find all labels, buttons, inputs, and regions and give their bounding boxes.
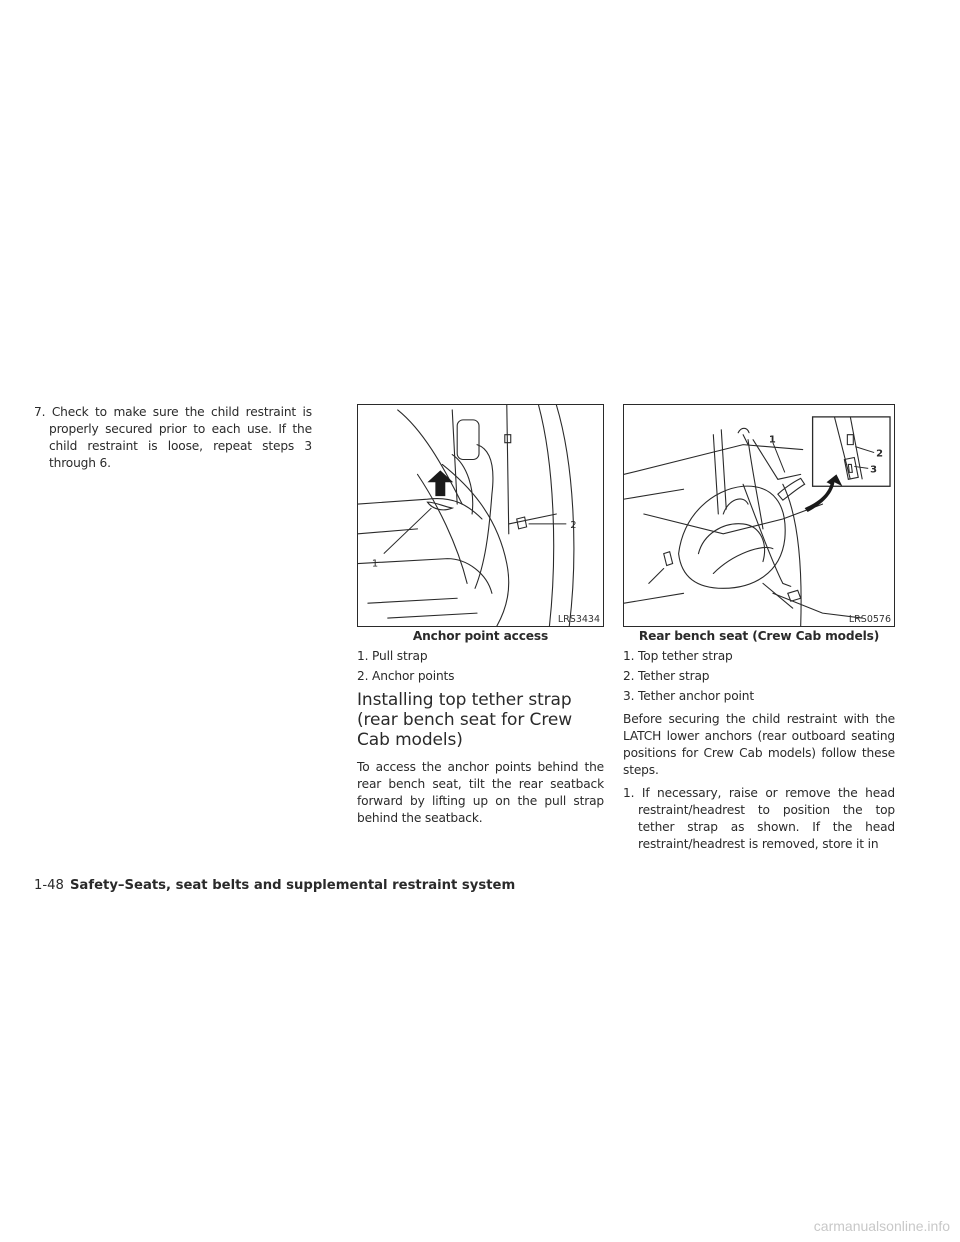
callout-1: 1 xyxy=(768,434,776,446)
section-title: Safety–Seats, seat belts and supplemental restraint system xyxy=(69,878,516,893)
anchor-point-drawing xyxy=(358,405,603,626)
callout-3: 3 xyxy=(870,464,877,476)
legend-item: 1. Top tether strap xyxy=(623,649,733,663)
step-1: 1. If necessary, raise or remove the head restraint/headrest to position the top tether strap as shown. If the head restraint/headrest is removed, store it in xyxy=(623,786,895,851)
step-7-text: Check to make sure the child restraint is properly secured prior to each use. If the child restraint is loose, repeat steps 3 through 6. xyxy=(49,405,312,470)
legend-item: 1. Pull strap xyxy=(357,649,428,663)
figure-caption: Anchor point access xyxy=(412,629,549,643)
figure-legend xyxy=(623,648,895,705)
figure-caption: Rear bench seat (Crew Cab models) xyxy=(638,629,880,643)
section-paragraph: To access the anchor points behind the rear bench seat, tilt the rear seatback forward by lifting up on the pull strap behind the seatback. xyxy=(357,760,604,825)
page-number: 1-48 xyxy=(34,878,64,893)
figure-legend xyxy=(357,648,604,685)
callout-2: 2 xyxy=(570,519,577,531)
legend-item: 2. Tether strap xyxy=(623,669,710,683)
intro-paragraph: Before securing the child restraint with the LATCH lower anchors (rear outboard seating positions for Crew Cab models) follow these steps. xyxy=(623,712,895,777)
step-7-number: 7. xyxy=(34,405,46,419)
step-7 xyxy=(34,404,312,472)
left-column xyxy=(34,404,312,472)
right-column xyxy=(623,404,895,853)
anchor-point-illustration xyxy=(357,404,604,627)
rear-bench-illustration xyxy=(623,404,895,627)
watermark: carmanualsonline.info xyxy=(813,1218,950,1234)
middle-column xyxy=(357,404,604,827)
legend-item: 3. Tether anchor point xyxy=(623,689,754,703)
legend-item: 2. Anchor points xyxy=(357,669,455,683)
rear-bench-drawing xyxy=(624,405,894,626)
callout-1: 1 xyxy=(371,558,379,570)
section-heading: Installing top tether strap (rear bench seat for Crew Cab models) xyxy=(357,690,572,750)
page-footer xyxy=(34,878,515,894)
callout-2: 2 xyxy=(876,448,883,460)
figure-code: LRS0576 xyxy=(848,614,891,625)
figure-code: LRS3434 xyxy=(557,614,600,625)
